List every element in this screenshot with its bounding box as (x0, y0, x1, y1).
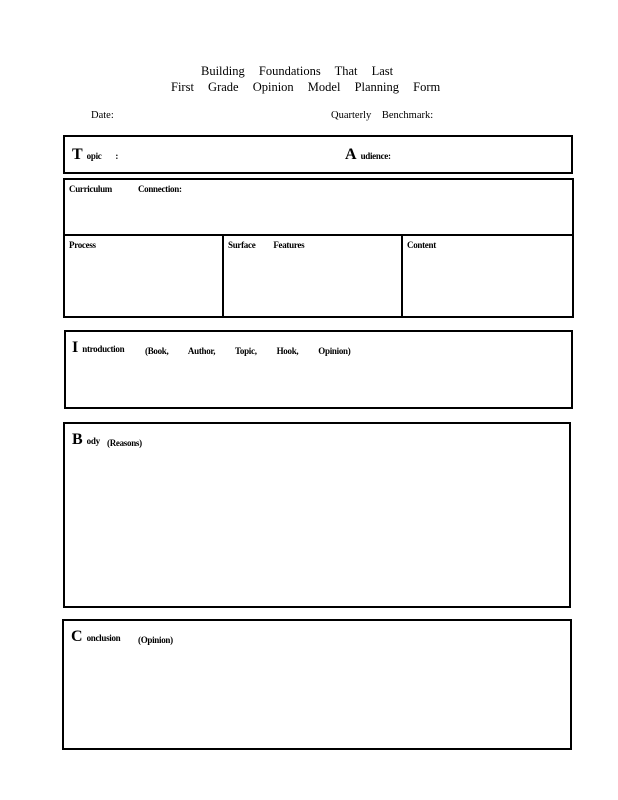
body-label: B ody (72, 431, 100, 448)
introduction-box[interactable] (64, 330, 573, 409)
topic-audience-box[interactable] (63, 135, 573, 174)
date-label: Date: (91, 110, 114, 121)
title-line-2: First Grade Opinion Model Planning Form (171, 80, 441, 94)
introduction-hint: (Book, Author, Topic, Hook, Opinion) (145, 346, 351, 356)
benchmark-label: Quarterly Benchmark: (331, 110, 434, 121)
column-divider-2 (401, 234, 403, 318)
topic-label: T opic : (72, 146, 119, 163)
body-box[interactable] (63, 422, 571, 608)
conclusion-label: C onclusion (71, 628, 121, 645)
conclusion-hint: (Opinion) (138, 635, 173, 645)
conclusion-box[interactable] (62, 619, 572, 750)
process-label: Process (69, 240, 96, 250)
title-line-1: Building Foundations That Last (201, 64, 394, 78)
content-label: Content (407, 240, 436, 250)
introduction-label: I ntroduction (72, 339, 125, 356)
surface-features-label: Surface Features (228, 240, 305, 250)
curriculum-box[interactable] (63, 178, 574, 318)
curriculum-connection-label: Curriculum Connection: (69, 184, 182, 194)
body-hint: (Reasons) (107, 438, 142, 448)
audience-label: A udience: (345, 146, 391, 163)
column-divider-1 (222, 234, 224, 318)
curriculum-divider (63, 234, 574, 236)
